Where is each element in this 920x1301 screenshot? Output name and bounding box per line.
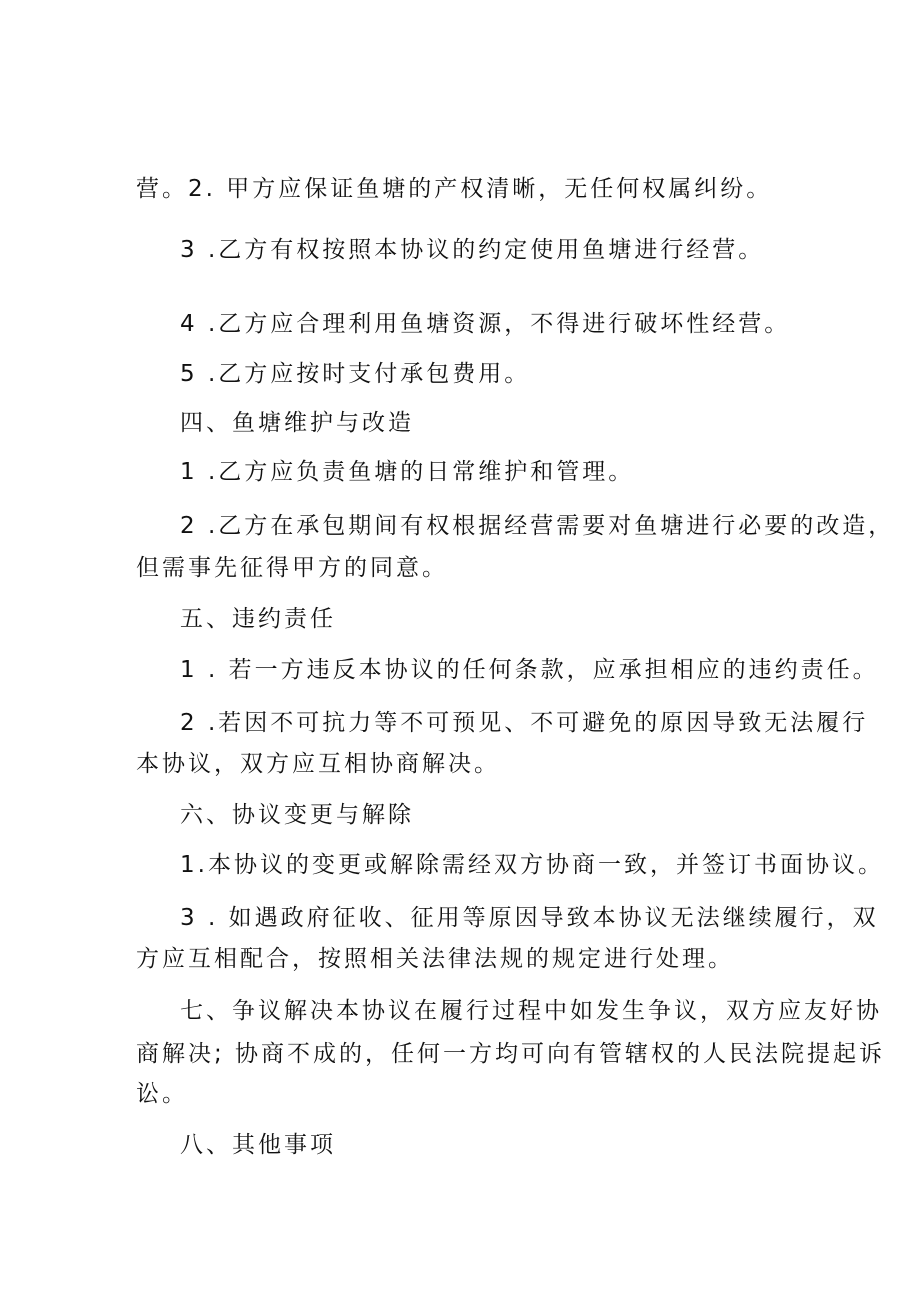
text-line: 5 .乙方应按时支付承包费用。 [180, 361, 531, 387]
section-heading: 五、违约责任 [180, 606, 336, 632]
section-heading: 四、鱼塘维护与改造 [180, 410, 414, 436]
section-heading: 八、其他事项 [180, 1132, 336, 1158]
text-line: 3 . 如遇政府征收、征用等原因导致本协议无法继续履行，双 [180, 905, 879, 931]
text-line: 本协议，双方应互相协商解决。 [136, 751, 500, 777]
text-line: 商解决; 协商不成的，任何一方均可向有管辖权的人民法院提起诉 [136, 1041, 886, 1067]
text-line: 方应互相配合，按照相关法律法规的规定进行处理。 [136, 946, 734, 972]
text-line: 2 .乙方在承包期间有权根据经营需要对鱼塘进行必要的改造， [180, 513, 895, 539]
section-heading: 七、争议解决本协议在履行过程中如发生争议，双方应友好协 [180, 998, 882, 1024]
text-line: 营。2. 甲方应保证鱼塘的产权清晰，无任何权属纠纷。 [136, 176, 773, 202]
section-heading: 六、协议变更与解除 [180, 802, 414, 828]
text-line: 3 .乙方有权按照本协议的约定使用鱼塘进行经营。 [180, 237, 765, 263]
text-line: 1.本协议的变更或解除需经双方协商一致，并签订书面协议。 [180, 852, 884, 878]
text-line: 1 . 若一方违反本协议的任何条款，应承担相应的违约责任。 [180, 657, 879, 683]
text-line: 但需事先征得甲方的同意。 [136, 555, 448, 581]
text-line: 讼。 [136, 1081, 188, 1107]
text-line: 1 .乙方应负责鱼塘的日常维护和管理。 [180, 459, 635, 485]
text-line: 4 .乙方应合理利用鱼塘资源，不得进行破坏性经营。 [180, 311, 791, 337]
text-line: 2 .若因不可抗力等不可预见、不可避免的原因导致无法履行 [180, 710, 869, 736]
